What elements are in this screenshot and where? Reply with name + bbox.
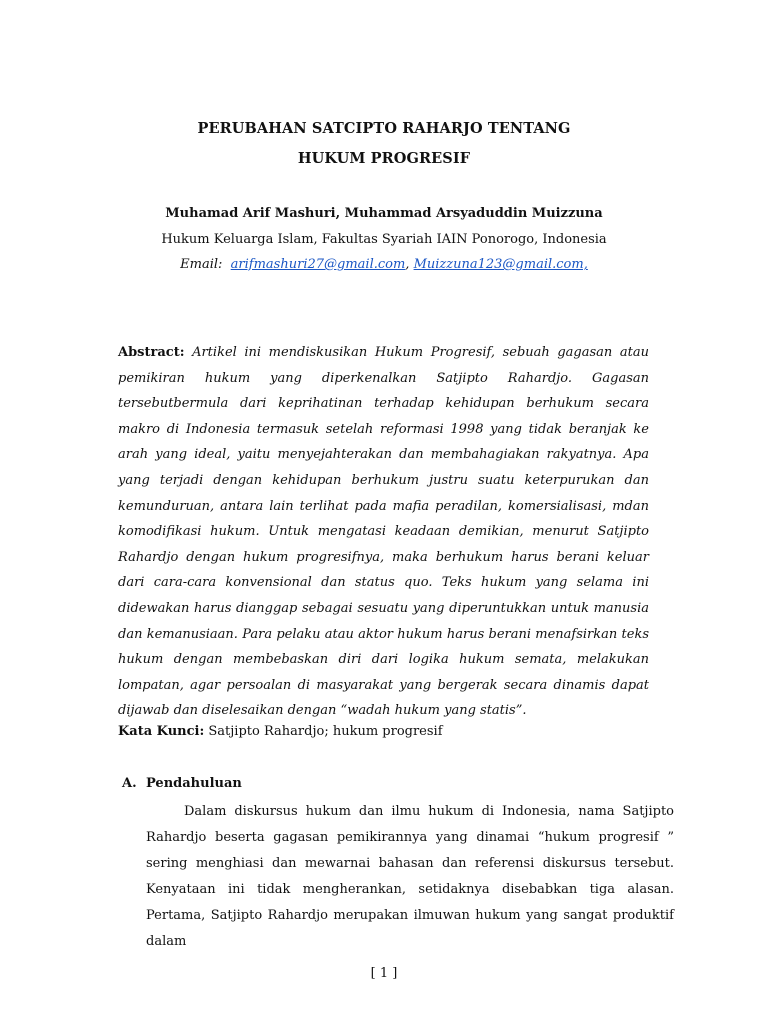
keywords-label: Kata Kunci: xyxy=(118,724,205,739)
abstract-text: Artikel ini mendiskusikan Hukum Progresif, sebuah gagasan atau pemikiran hukum yang diperkenalkan Satjipto Rahardjo. Gagasan tersebutbermula dari keprihatinan terhadap kehidupan berhukum secara makro di Indonesia termasuk setelah reformasi 1998 yang tidak beranjak ke arah yang ideal, yaitu menyejahterakan dan membahagiakan rakyatnya. Apa yang terjadi dengan kehidupan berhukum justru suatu keterpurukan dan kemunduruan, antara lain terlihat pada mafia peradilan, komersialisasi, mdan komodifikasi hukum. Untuk mengatasi keadaan demikian, menurut Satjipto Rahardjo dengan hukum progresifnya, maka berhukum harus berani keluar dari cara-cara konvensional dan status quo. Teks hukum yang selama ini didewakan harus dianggap sebagai sesuatu yang diperuntukkan untuk manusia dan kemanusiaan. Para pelaku atau aktor hukum harus berani menafsirkan teks hukum dengan membebaskan diri dari logika hukum semata, melakukan lompatan, agar persoalan di masyarakat yang bergerak secara dinamis dapat dijawab dan diselesaikan dengan “wadah hukum yang statis”. xyxy=(118,345,649,719)
keywords-text: Satjipto Rahardjo; hukum progresif xyxy=(208,724,443,739)
page-number: [ 1 ] xyxy=(370,966,398,981)
section-title: Pendahuluan xyxy=(146,776,242,791)
email-label: Email: xyxy=(180,257,223,272)
section-paragraph xyxy=(146,799,674,955)
email-link-1[interactable]: arifmashuri27@gmail.com xyxy=(230,257,406,272)
keywords-line xyxy=(118,724,649,739)
email-link-2[interactable]: Muizzuna123@gmail.com, xyxy=(413,257,588,272)
email-line xyxy=(0,257,768,272)
email-separator: , xyxy=(405,257,410,272)
abstract-block xyxy=(118,340,649,724)
section-number: A. xyxy=(122,776,137,791)
section-heading xyxy=(122,776,242,791)
paper-title-line-2: HUKUM PROGRESIF xyxy=(297,150,471,167)
author-affiliation: Hukum Keluarga Islam, Fakultas Syariah IAIN Ponorogo, Indonesia xyxy=(161,232,607,247)
section-paragraph-text: Dalam diskursus hukum dan ilmu hukum di Indonesia, nama Satjipto Rahardjo beserta gagasan pemikirannya yang dinamai “hukum progresif ” sering menghiasi dan mewarnai bahasan dan referensi diskursus tersebut. Kenyataan ini tidak mengherankan, setidaknya disebabkan tiga alasan. Pertama, Satjipto Rahardjo merupakan ilmuwan hukum yang sangat produktif dalam xyxy=(146,804,674,949)
abstract-label: Abstract: xyxy=(118,345,185,360)
paper-title-line-1: PERUBAHAN SATCIPTO RAHARJO TENTANG xyxy=(197,120,571,137)
author-list: Muhamad Arif Mashuri, Muhammad Arsyaduddin Muizzuna xyxy=(165,206,603,221)
